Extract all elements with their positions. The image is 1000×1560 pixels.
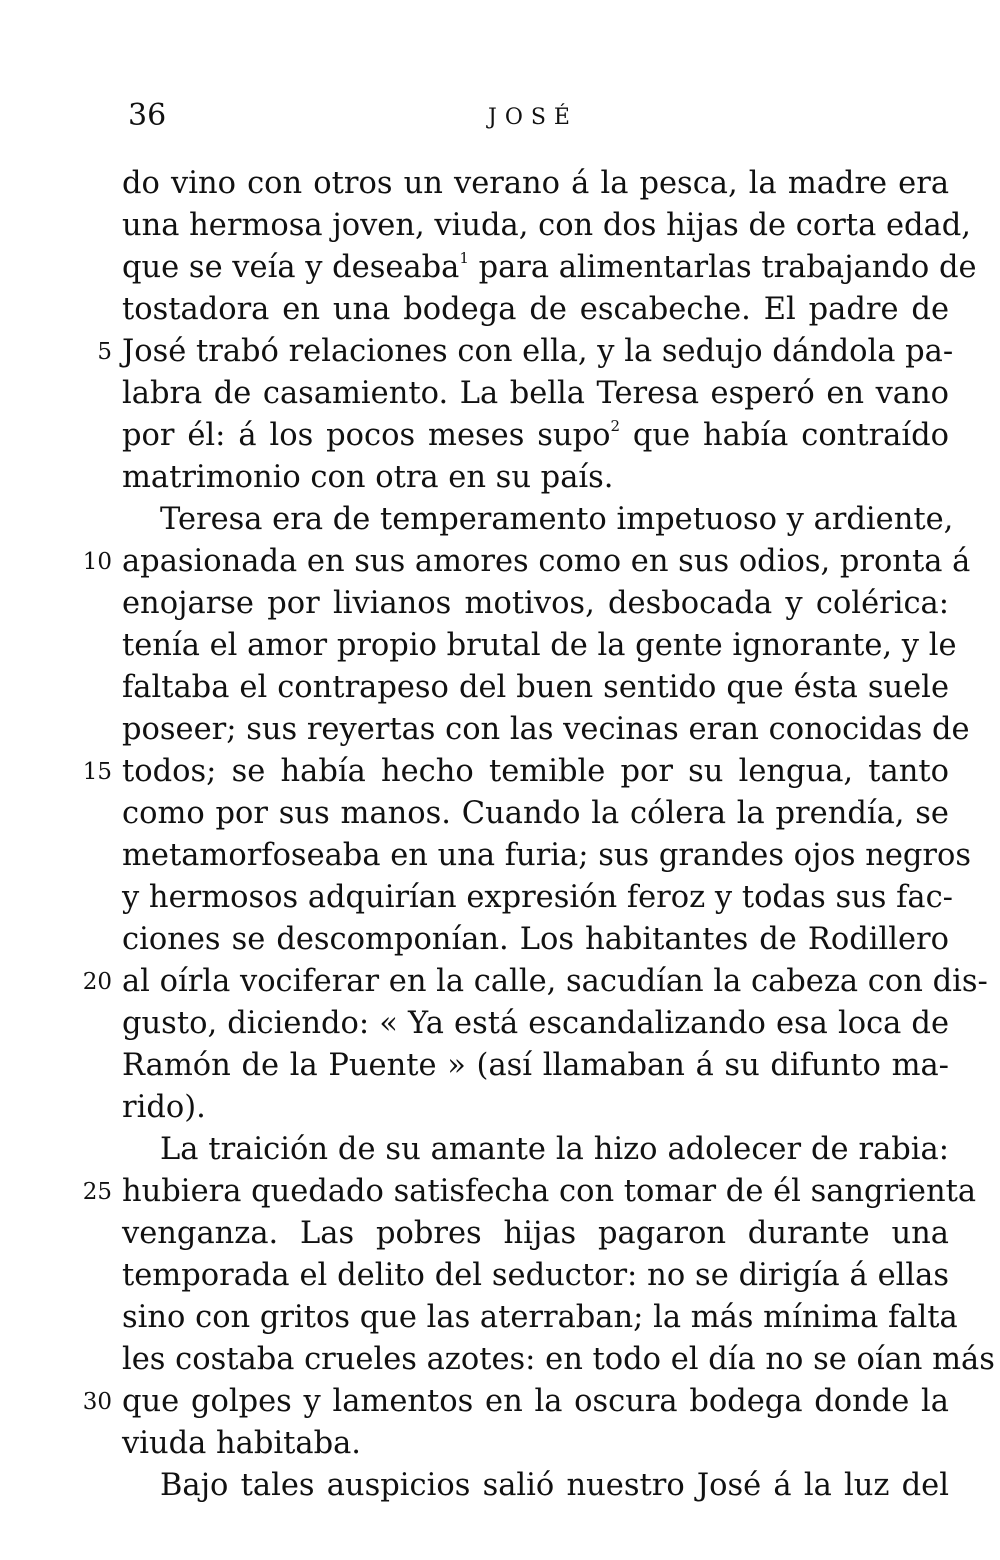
text-line [122,414,949,458]
text-line: metamorfoseaba en una furia; sus grandes ojos negros [122,838,972,873]
text-line: gusto, diciendo: « Ya está escandalizando esa loca de [122,1006,949,1041]
text-line: todos; se había hecho temible por su lengua, tanto [122,754,949,789]
text-line: y hermosos adquirían expresión feroz y todas sus fac- [122,880,953,915]
text-line: rido). [122,1090,206,1125]
text-line: como por sus manos. Cuando la cólera la prendía, se [122,796,949,831]
text-line: sino con gritos que las aterraban; la más mínima falta [122,1300,958,1335]
text-line: hubiera quedado satisfecha con tomar de él sangrienta [122,1174,977,1209]
text-line: temporada el delito del seductor: no se dirigía á ellas [122,1258,949,1293]
text-line: poseer; sus reyertas con las vecinas eran conocidas de [122,712,970,747]
text-line: ciones se descomponían. Los habitantes de Rodillero [122,922,949,957]
text-line: una hermosa joven, viuda, con dos hijas de corta edad, [122,208,971,243]
text-line: Bajo tales auspicios salió nuestro José á la luz del [160,1468,949,1503]
text-line: venganza. Las pobres hijas pagaron durante una [122,1216,949,1251]
page-number: 36 [128,98,167,133]
text-segment: que había contraído [620,418,949,453]
text-line: tenía el amor propio brutal de la gente ignorante, y le [122,628,957,663]
text-line: que golpes y lamentos en la oscura bodega donde la [122,1384,949,1419]
text-line: do vino con otros un verano á la pesca, la madre era [122,166,949,201]
text-line: La traición de su amante la hizo adolecer de rabia: [160,1132,949,1167]
text-line: Teresa era de temperamento impetuoso y ardiente, [160,502,954,537]
text-line: enojarse por livianos motivos, desbocada y colérica: [122,586,949,621]
line-number: 30 [82,1389,112,1415]
footnote-marker: 2 [610,417,620,435]
text-segment: por él: á los pocos meses supo [122,418,611,453]
text-line: viuda habitaba. [122,1426,361,1461]
line-number: 10 [82,549,112,575]
line-number: 15 [82,759,112,785]
text-line: matrimonio con otra en su país. [122,460,614,495]
text-segment: para alimentarlas trabajando de [468,250,977,285]
text-segment: que se veía y deseaba [122,250,460,285]
text-line: les costaba crueles azotes: en todo el día no se oían más [122,1342,995,1377]
text-line [122,246,977,290]
text-line: tostadora en una bodega de escabeche. El padre de [122,292,949,327]
text-line: José trabó relaciones con ella, y la sedujo dándola pa- [122,334,954,369]
text-line: labra de casamiento. La bella Teresa esperó en vano [122,376,949,411]
line-number: 25 [82,1179,112,1205]
footnote-marker: 1 [459,249,469,267]
text-line: faltaba el contrapeso del buen sentido que ésta suele [122,670,949,705]
text-line: Ramón de la Puente » (así llamaban á su difunto ma- [122,1048,949,1083]
running-head: JOSÉ [488,105,578,130]
line-number: 20 [82,969,112,995]
text-line: apasionada en sus amores como en sus odios, pronta á [122,544,971,579]
line-number: 5 [97,339,112,365]
text-line: al oírla vociferar en la calle, sacudían la cabeza con dis- [122,964,988,999]
